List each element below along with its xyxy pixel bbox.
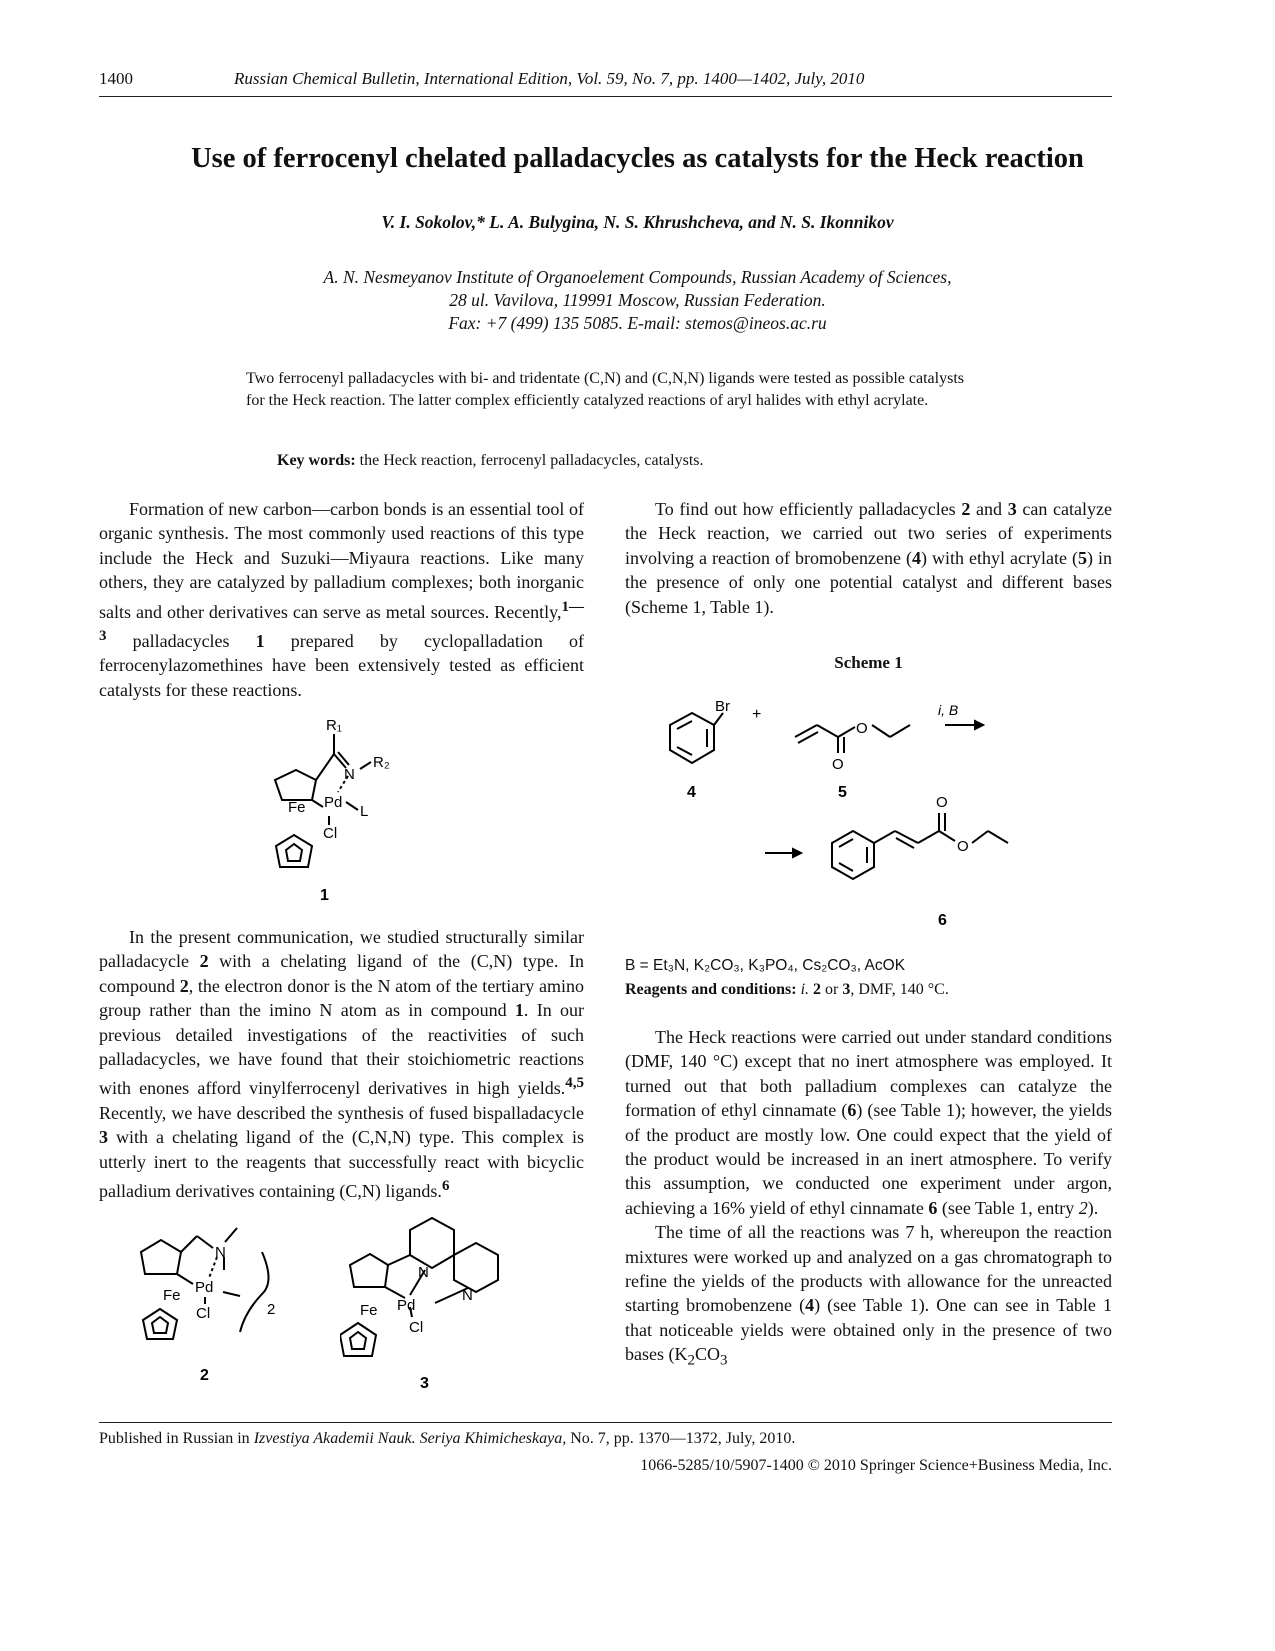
- right-paragraph-2: The Heck reactions were carried out under standard conditions (DMF, 140 °C) except that no inert atmosphere was employed. It turned out that both palladium complexes can catalyze the formation of ethyl cinnamate (6) (see Table 1); however, the yields of the product are mostly low. One could expect that the yield of the product would be increased in an inert atmosphere. To verify this assumption, we conducted one experiment under argon, achieving a 16% yield of ethyl cinnamate 6 (see Table 1, entry 2).: [625, 1027, 1112, 1218]
- keywords-label: Key words:: [277, 452, 356, 469]
- structure-2: [125, 1222, 300, 1397]
- compound-label-1: 1: [320, 887, 329, 904]
- right-paragraphs-2-3: [625, 1025, 1112, 1373]
- footer-publication-note: Published in Russian in Izvestiya Akademii Nauk. Seriya Khimicheskaya, No. 7, pp. 1370—1372, July, 2010.: [99, 1430, 796, 1447]
- compound-label-2: 2: [200, 1367, 209, 1384]
- reference: 1—3: [99, 598, 584, 645]
- page-number: 1400: [99, 69, 133, 88]
- svg-text:N: N: [215, 1244, 226, 1261]
- structure-3: [340, 1210, 550, 1400]
- svg-text:N: N: [418, 1264, 429, 1281]
- svg-text:i, B: i, B: [938, 702, 959, 718]
- right-paragraph-1: To find out how efficiently palladacycles 2 and 3 can catalyze the Heck reaction, we carried out two series of experiments involving a reaction of bromobenzene (4) with ethyl acrylate (5) in the presence of only one potential catalyst and different bases (Scheme 1, Table 1).: [625, 499, 1112, 617]
- svg-text:Pd: Pd: [397, 1297, 416, 1314]
- compound-ref: 1: [255, 631, 265, 652]
- affiliation: [60, 266, 1215, 335]
- keywords: [277, 452, 703, 470]
- svg-text:O: O: [832, 756, 844, 773]
- svg-text:Cl: Cl: [409, 1319, 424, 1336]
- compound-label-6: 6: [938, 912, 947, 929]
- svg-text:+: +: [752, 706, 762, 723]
- left-paragraph-1: Formation of new carbon—carbon bonds is an essential tool of organic synthesis. The most commonly used reactions of this type include the Heck and Suzuki—Miyaura reactions. Like many others, they are catalyzed by palladium complexes; both inorganic salts and other derivatives can serve as metal sources. Recently,$^{1—3}$ palladacycles 1 prepared by cyclopalladation of ferrocenylazomethines have been extensively tested as efficient catalysts for these reactions.: [99, 499, 585, 700]
- authors: V. I. Sokolov,* L. A. Bulygina, N. S. Khrushcheva, and N. S. Ikonnikov: [381, 212, 894, 232]
- svg-text:L: L: [360, 803, 369, 820]
- svg-text:O: O: [936, 794, 948, 811]
- svg-text:Fe: Fe: [163, 1287, 181, 1304]
- scheme-conditions: Reagents and conditions: i. 2 or 3, DMF, 140 °C.: [625, 981, 949, 998]
- footer-copyright: 1066-5285/10/5907-1400 © 2010 Springer Science+Business Media, Inc.: [640, 1457, 1112, 1474]
- scheme-title: Scheme 1: [834, 653, 903, 672]
- svg-text:Fe: Fe: [288, 799, 306, 816]
- journal-citation: Russian Chemical Bulletin, International Edition, Vol. 59, No. 7, pp. 1400—1402, July, 2010: [234, 69, 865, 88]
- structure-1: [250, 712, 450, 912]
- compound-label-3: 3: [420, 1375, 429, 1392]
- left-paragraph-2: In the present communication, we studied structurally similar palladacycle 2 with a chelating ligand of the (C,N) type. In compound 2, the electron donor is the N atom of the tertiary amino group rather than the imino N atom as in compound 1. In our previous detailed investigations of the reactivities of such palladacycles, we have found that their stoichiometric reactions with enones afford vinylferrocenyl derivatives in high yields.$^{4,5}$ Recently, we have described the synthesis of fused bispalladacycle 3 with a chelating ligand of the (C,N,N) type. This complex is utterly inert to the reagents that successfully react with bicyclic palladium derivatives containing (C,N) ligands.$^6$: [99, 927, 584, 1202]
- scheme-bases: B = Et₃N, K₂CO₃, K₃PO₄, Cs₂CO₃, AcOK: [625, 957, 906, 974]
- svg-text:Fe: Fe: [360, 1302, 378, 1319]
- footer-rule: [99, 1422, 1112, 1423]
- svg-text:O: O: [856, 720, 868, 737]
- cp-ring-upper: [275, 770, 316, 800]
- svg-text:Cl: Cl: [323, 825, 338, 842]
- right-paragraph-3: The time of all the reactions was 7 h, whereupon the reaction mixtures were worked up and analyzed on a gas chromatograph to refine the yields of the products with allowance for the unreacted starting bromobenzene (4) (see Table 1). One can see in Table 1 that noticeable yields were obtained only in the presence of two bases ($K_2CO_3$: [625, 1222, 1112, 1369]
- affiliation-line-1: A. N. Nesmeyanov Institute of Organoelement Compounds, Russian Academy of Sciences,: [323, 267, 952, 287]
- compound-label-4: 4: [687, 784, 696, 801]
- svg-text:N: N: [344, 766, 355, 783]
- svg-text:R₁: R₁: [326, 717, 342, 734]
- svg-text:Cl: Cl: [196, 1305, 211, 1322]
- scheme-1: [650, 695, 1040, 950]
- svg-text:R₂: R₂: [373, 754, 390, 771]
- article-title: Use of ferrocenyl chelated palladacycles as catalysts for the Heck reaction: [191, 143, 1084, 174]
- affiliation-line-3: Fax: +7 (499) 135 5085. E-mail: stemos@ineos.ac.ru: [448, 313, 827, 333]
- affiliation-line-2: 28 ul. Vavilova, 119991 Moscow, Russian Federation.: [449, 290, 826, 310]
- svg-text:Br: Br: [715, 698, 730, 715]
- svg-text:Pd: Pd: [195, 1279, 214, 1296]
- svg-text:N: N: [462, 1287, 473, 1304]
- svg-text:O: O: [957, 838, 969, 855]
- keywords-text: the Heck reaction, ferrocenyl palladacycles, catalysts.: [359, 452, 704, 469]
- svg-text:2: 2: [267, 1301, 276, 1318]
- compound-label-5: 5: [838, 784, 847, 801]
- abstract: Two ferrocenyl palladacycles with bi- and tridentate (C,N) and (C,N,N) ligands were tested as possible catalysts for the Heck reaction. The latter complex efficiently catalyzed reactions of aryl halides with ethyl acrylate.: [246, 370, 964, 409]
- cp-ring-lower: [276, 835, 312, 867]
- svg-text:Pd: Pd: [324, 794, 343, 811]
